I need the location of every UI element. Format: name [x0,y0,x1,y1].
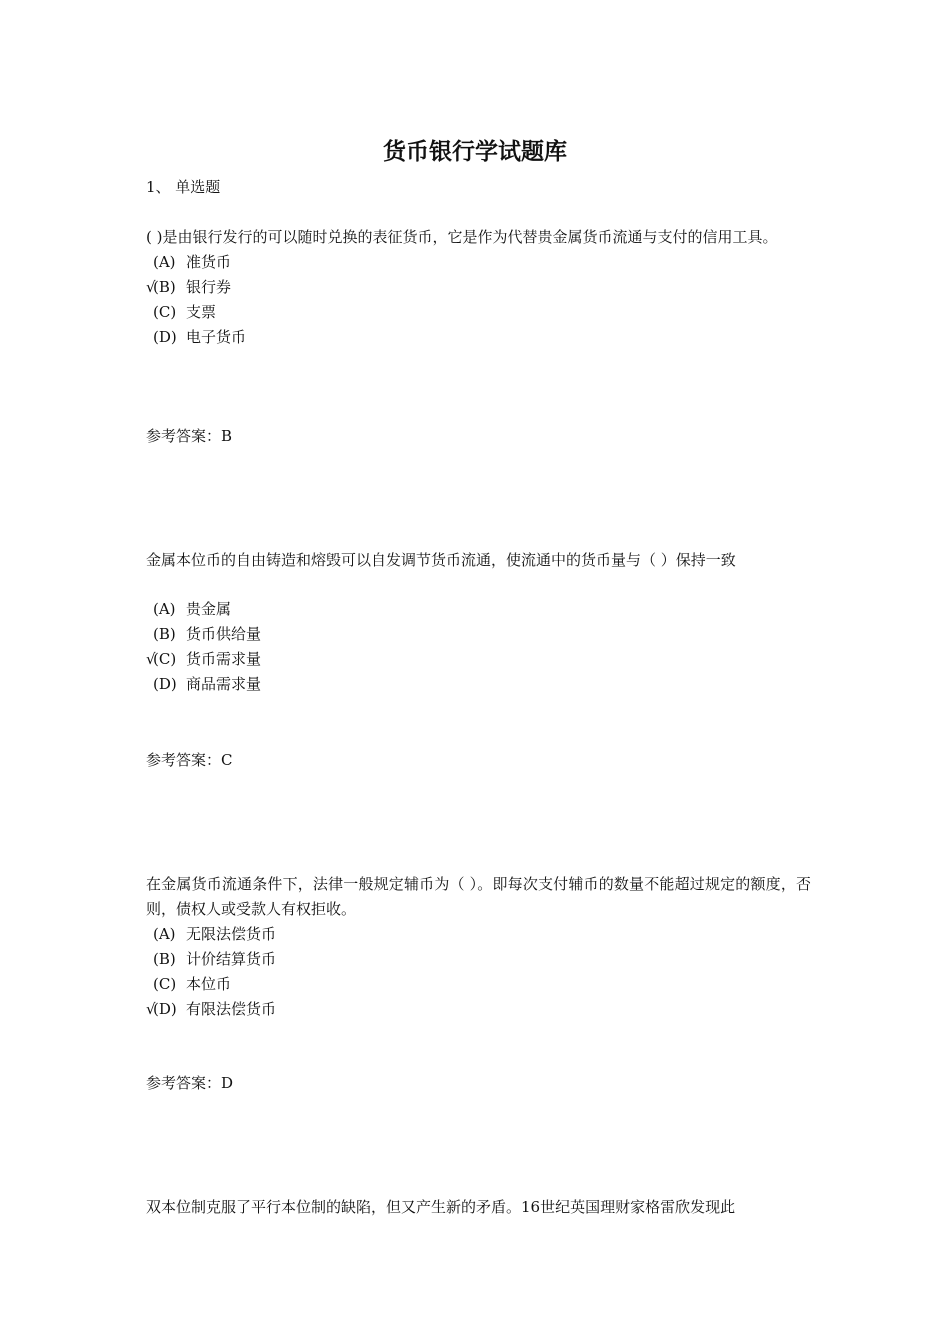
option-letter: (A) [153,925,176,943]
option-letter: (D) [153,1000,177,1018]
question-3 [146,872,811,1022]
question-1 [146,225,811,350]
answer-1: 参考答案：B [146,427,233,445]
option-letter: (A) [153,600,176,618]
option-b [146,622,811,647]
option-letter: (A) [153,253,176,271]
option-text: 商品需求量 [186,675,262,693]
option-letter: (B) [153,950,176,968]
answer-3: 参考答案：D [146,1074,234,1092]
option-letter: (C) [153,650,177,668]
option-b [146,275,811,300]
page-title: 货币银行学试题库 [383,138,567,165]
option-text: 准货币 [186,253,232,271]
check-mark: √ [146,278,156,296]
option-c [146,972,811,997]
option-c [146,647,811,672]
option-text: 计价结算货币 [186,950,277,968]
option-a [146,597,811,622]
section-heading: 1、 单选题 [146,178,221,196]
option-list [146,597,811,697]
option-a [146,922,811,947]
option-d [146,997,811,1022]
option-letter: (C) [153,303,177,321]
question-4 [146,1195,811,1220]
option-d [146,325,811,350]
option-text: 银行券 [186,278,232,296]
answer-2: 参考答案：C [146,751,233,769]
option-b [146,947,811,972]
question-stem: 在金属货币流通条件下，法律一般规定辅币为（ ）。即每次支付辅币的数量不能超过规定的额度，否则，债权人或受款人有权拒收。 [146,875,811,918]
check-mark: √ [146,1000,156,1018]
option-text: 有限法偿货币 [186,1000,277,1018]
option-text: 货币供给量 [186,625,262,643]
check-mark: √ [146,650,156,668]
option-letter: (D) [153,328,177,346]
question-stem: ( )是由银行发行的可以随时兑换的表征货币，它是作为代替贵金属货币流通与支付的信用工具。 [146,228,778,246]
option-list [146,922,811,1022]
option-list [146,250,811,350]
option-letter: (D) [153,675,177,693]
question-stem: 双本位制克服了平行本位制的缺陷，但又产生新的矛盾。16世纪英国理财家格雷欣发现此 [146,1198,736,1216]
option-a [146,250,811,275]
option-letter: (B) [153,278,176,296]
option-letter: (B) [153,625,176,643]
option-text: 贵金属 [186,600,232,618]
option-text: 本位币 [186,975,232,993]
option-text: 电子货币 [186,328,247,346]
option-d [146,672,811,697]
question-stem: 金属本位币的自由铸造和熔毁可以自发调节货币流通，使流通中的货币量与（ ）保持一致 [146,551,736,569]
option-text: 无限法偿货币 [186,925,277,943]
blank-line [146,573,811,597]
option-letter: (C) [153,975,177,993]
question-2 [146,548,811,697]
option-text: 支票 [186,303,217,321]
option-c [146,300,811,325]
option-text: 货币需求量 [186,650,262,668]
